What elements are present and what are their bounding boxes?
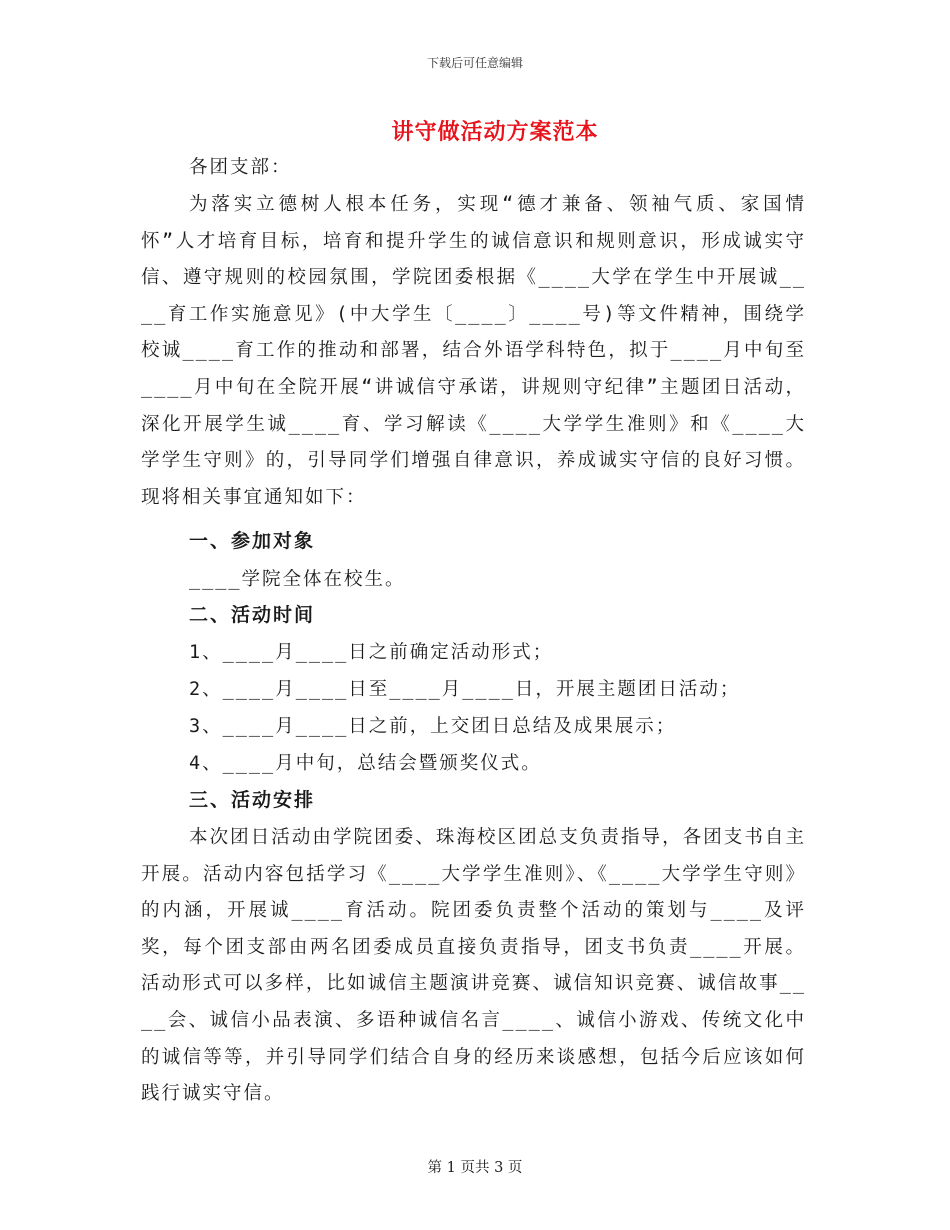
schedule-item: 1、____月____日之前确定活动形式；	[189, 642, 554, 663]
schedule-item: 4、____月中旬，总结会暨颁奖仪式。	[189, 753, 542, 774]
schedule-item: 2、____月____日至____月____日，开展主题团日活动；	[189, 679, 741, 700]
salutation: 各团支部：	[189, 157, 292, 178]
arrangement-paragraph: 本次团日活动由学院团委、珠海校区团总支负责指导，各团支书自主开展。活动内容包括学习《____大学学生准则》、《____大学学生守则》的内涵，开展诚____育活动。院团委负责整个活动的策划与____及评奖，每个团支部由两名团委成员直接负责指导，团支书负责____开展。活动形式可以多样，比如诚信主题演讲竞赛、诚信知识竞赛、诚信故事____会、诚信小品表演、多语种诚信名言____、诚信小游戏、传统文化中的诚信等等，并引导同学们结合自身的经历来谈感想，包括今后应该如何践行诚实守信。	[141, 827, 806, 1105]
section-heading-participants: 一、参加对象	[189, 530, 316, 552]
intro-paragraph: 为落实立德树人根本任务，实现“德才兼备、领袖气质、家国情怀”人才培育目标，培育和提升学生的诚信意识和规则意识，形成诚实守信、遵守规则的校园氛围，学院团委根据《____大学在学生中开展诚____育工作实施意见》(中大学生〔____〕____号)等文件精神，围绕学校诚____育工作的推动和部署，结合外语学科特色，拟于____月中旬至____月中旬在全院开展“讲诚信守承诺，讲规则守纪律”主题团日活动，深化开展学生诚____育、学习解读《____大学学生准则》和《____大学学生守则》的，引导同学们增强自律意识，养成诚实守信的良好习惯。现将相关事宜通知如下：	[141, 194, 806, 508]
participants-text: ____学院全体在校生。	[189, 569, 406, 590]
schedule-item: 3、____月____日之前，上交团日总结及成果展示；	[189, 716, 677, 737]
header-note: 下载后可任意编辑	[426, 56, 523, 70]
document-title: 讲守做活动方案范本	[391, 120, 599, 145]
page-footer: 第 1 页共 3 页	[427, 1160, 523, 1176]
section-heading-schedule: 二、活动时间	[189, 604, 316, 626]
section-heading-arrangement: 三、活动安排	[189, 789, 316, 811]
